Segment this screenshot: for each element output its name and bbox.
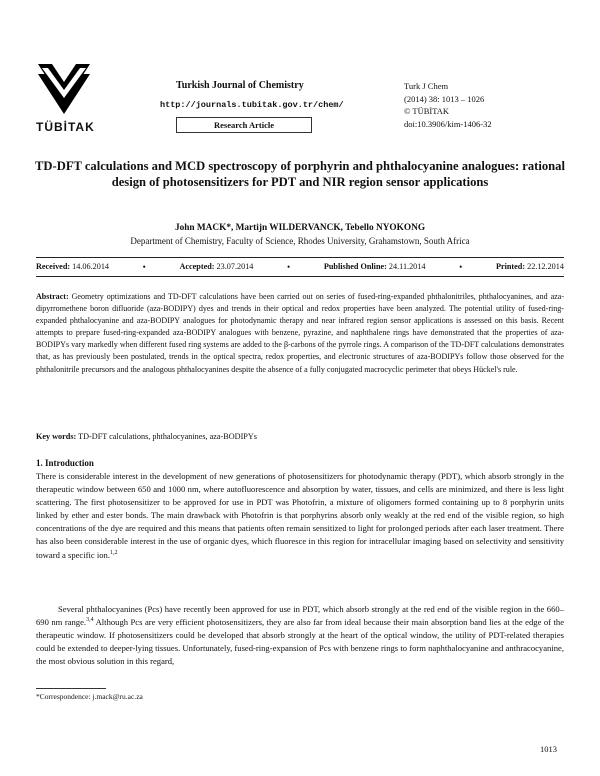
logo-text: TÜBİTAK bbox=[36, 120, 95, 134]
affiliation: Department of Chemistry, Faculty of Science, Rhodes University, Grahamstown, South Africa bbox=[130, 236, 470, 246]
paragraph bbox=[36, 603, 564, 668]
running-head-line: doi:10.3906/kim-1406-32 bbox=[404, 118, 492, 129]
keywords-label: Key words: bbox=[36, 432, 77, 441]
citation-ref[interactable]: 3,4 bbox=[86, 617, 94, 624]
date-separator: • bbox=[459, 262, 463, 272]
paragraph-text: Although Pcs are very efficient photosensitizers, they are also far from ideal because their main absorption band lies at the edge of the therapeutic window. If photosensitizers could be developed that absorb strongly at the heart of the optical window, the utility of PDT-related therapies could be extended to deeper-lying tissues. Unfortunately, fused-ring-expansion of Pcs with benzene rings to form naphthalocyanine and anthracocyanine, the most obvious solution in this regard, bbox=[36, 617, 565, 667]
running-head-line: Turk J Chem bbox=[404, 81, 449, 91]
citation-ref[interactable]: 1,2 bbox=[109, 549, 118, 556]
abstract-label: Abstract: bbox=[36, 292, 69, 301]
footnote: *Correspondence: j.mack@ru.ac.za bbox=[36, 692, 143, 701]
accepted-date: Accepted: 23.07.2014 bbox=[179, 262, 254, 271]
abstract bbox=[36, 291, 564, 376]
abstract-text: Geometry optimizations and TD-DFT calculations have been carried out on series of fused-ring-expanded phthalonitriles, phthalocyanines, and aza-dipyrromethene boron difluoride (aza-BODIPY) dyes and trends in their optical and redox properties have been analyzed. The potential utility of fused-ring-expanded phthalocyanine and aza-BODIPY analogues for photodynamic therapy and near infrared region sensor applications is assessed on this basis. Recent attempts to prepare fused-ring-expanded aza-BODIPY analogues with benzene, pyrazine, and naphthalene rings have demonstrated that the properties of aza-BODIPYs vary markedly when different fused ring systems are added to the β-carbons of the pyrrole rings. A comparison of the TD-DFT calculations demonstrates that, as has previously been postulated, trends in the optical spectra, redox properties, and electronic structures of aza-BODIPYs follow those observed for the phthalonitrile precursors and the analogous phthalocyanines despite the absence of a fully conjugated macrocyclic perimeter that obeys Hückel's rule. bbox=[36, 292, 565, 374]
page-number: 1013 bbox=[540, 744, 557, 754]
running-head-line: (2014) 38: 1013 – 1026 bbox=[404, 93, 485, 104]
keywords-text: TD-DFT calculations, phthalocyanines, aza-BODIPYs bbox=[78, 432, 257, 441]
paper-title: TD-DFT calculations and MCD spectroscopy of porphyrin and phthalocyanine analogues: rational design of photosensitizers for PDT and NIR region sensor applications bbox=[35, 159, 565, 189]
paragraph-text: Several phthalocyanines (Pcs) have recently been approved for use in PDT, which absorb strongly at the red end of the visible region in the 660–690 nm range. bbox=[36, 604, 564, 628]
printed-date: Printed: 22.12.2014 bbox=[495, 262, 564, 271]
published-online-date: Published Online: 24.11.2014 bbox=[323, 262, 426, 271]
dates-row bbox=[36, 262, 564, 272]
keywords bbox=[36, 432, 564, 441]
tubitak-emblem-icon bbox=[38, 64, 90, 118]
received-date: Received: 14.06.2014 bbox=[36, 262, 109, 271]
date-separator: • bbox=[287, 262, 291, 272]
authors: John MACK*, Martijn WILDERVANCK, Tebello NYOKONG bbox=[174, 223, 426, 233]
article-type-badge: Research Article bbox=[176, 117, 312, 133]
journal-name: Turkish Journal of Chemistry bbox=[176, 80, 304, 91]
tubitak-logo bbox=[38, 64, 90, 118]
paragraph bbox=[36, 470, 564, 562]
divider bbox=[36, 257, 564, 258]
section-heading: 1. Introduction bbox=[36, 458, 94, 468]
divider bbox=[36, 276, 564, 277]
journal-url[interactable]: http://journals.tubitak.gov.tr/chem/ bbox=[160, 100, 344, 110]
paragraph-text: There is considerable interest in the development of new generations of photosensitizers for photodynamic therapy (PDT), which absorb strongly in the therapeutic window between 650 and 1000 nm, where autofluorescence and absorption by water, tissues, and cells are minimized, and there is less light scattering. The first photosensitizer to be approved for use in PDT was Photofrin, a mixture of oligomers formed containing up to 8 porphyrin units linked by ether and ester bonds. The main drawback with Photofrin is that porphyrins absorb only weakly at the red end of the visible region, so high concentrations of the dye are required and this means that patients often remain sensitized to light for prolonged periods after each laser treatment. There has also been considerable interest in the use of organic dyes, which fluoresce in this region for intracellular imaging based on selectivity and sensitivity toward a specific ion. bbox=[36, 471, 564, 560]
running-head-line: © TÜBİTAK bbox=[404, 106, 450, 116]
footnote-rule bbox=[36, 688, 106, 689]
running-head bbox=[404, 80, 492, 130]
date-separator: • bbox=[142, 262, 146, 272]
